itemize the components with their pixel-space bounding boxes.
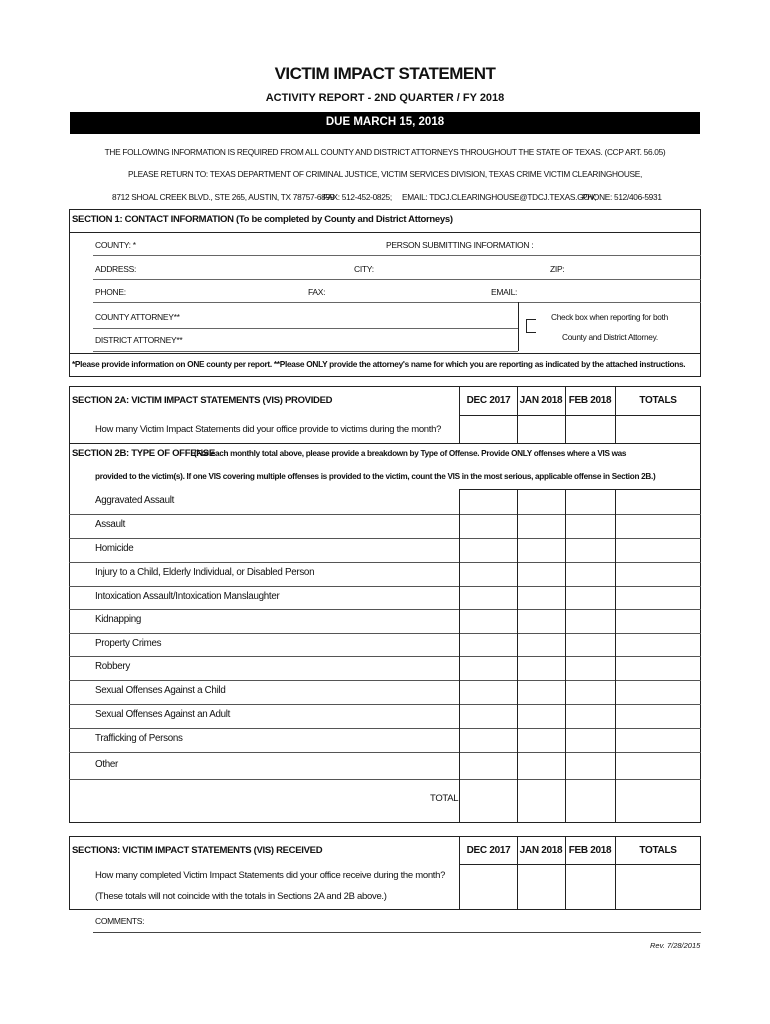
offense-row	[69, 680, 701, 704]
offense-label: Intoxication Assault/Intoxication Manslaughter	[95, 591, 280, 602]
offense-dec-cell[interactable]	[460, 538, 517, 562]
offense-jan-cell[interactable]	[518, 490, 565, 514]
offense-label: Other	[95, 759, 119, 770]
offense-row	[69, 538, 701, 562]
vis-provided-jan-cell[interactable]	[518, 416, 565, 443]
offense-jan-cell[interactable]	[518, 680, 565, 704]
offense-label: Robbery	[95, 661, 130, 672]
comments-field[interactable]	[93, 912, 701, 932]
county-field[interactable]	[93, 255, 701, 256]
vis-provided-dec-cell[interactable]	[460, 416, 517, 443]
offense-row	[69, 752, 701, 779]
offense-dec-cell[interactable]	[460, 586, 517, 609]
return-phone: PHONE: 512/406-5931	[582, 192, 662, 202]
offense-jan-cell[interactable]	[518, 704, 565, 728]
section2a-question: How many Victim Impact Statements did your office provide to victims during the month?	[95, 424, 442, 435]
offense-jan-cell[interactable]	[518, 609, 565, 633]
offense-dec-cell[interactable]	[460, 656, 517, 680]
return-fax: FAX: 512-452-0825;	[323, 192, 392, 202]
phone-label: PHONE:	[95, 287, 126, 297]
section2b-title: SECTION 2B: TYPE OF OFFENSE	[72, 448, 215, 459]
county-attorney-field[interactable]	[93, 328, 518, 329]
offense-totals-cell[interactable]	[616, 514, 701, 538]
col-dec-2017: DEC 2017	[466, 395, 511, 406]
address-field[interactable]	[93, 279, 701, 280]
offense-jan-cell[interactable]	[518, 633, 565, 656]
s3-col-feb-2018: FEB 2018	[568, 845, 612, 856]
offense-label: Kidnapping	[95, 614, 142, 625]
county-label: COUNTY: *	[95, 240, 136, 250]
offense-row	[69, 562, 701, 586]
return-email: EMAIL: TDCJ.CLEARINGHOUSE@TDCJ.TEXAS.GOV;	[402, 192, 597, 202]
offense-feb-cell[interactable]	[566, 490, 615, 514]
info-line-2: PLEASE RETURN TO: TEXAS DEPARTMENT OF CRIMINAL JUSTICE, VICTIM SERVICES DIVISION, TEXAS CRIME VICTIM CLEARINGHOUSE,	[128, 169, 642, 179]
offense-totals-cell[interactable]	[616, 538, 701, 562]
offense-jan-cell[interactable]	[518, 514, 565, 538]
offense-totals-cell[interactable]	[616, 752, 701, 779]
due-date-banner	[70, 112, 700, 134]
vis-received-dec-cell[interactable]	[460, 865, 517, 910]
offense-dec-cell[interactable]	[460, 704, 517, 728]
section2a-title: SECTION 2A: VICTIM IMPACT STATEMENTS (VIS) PROVIDED	[72, 395, 333, 406]
offense-label: Injury to a Child, Elderly Individual, or Disabled Person	[95, 567, 315, 578]
offense-dec-cell[interactable]	[460, 680, 517, 704]
due-date-text: DUE MARCH 15, 2018	[325, 116, 445, 128]
zip-label: ZIP:	[550, 264, 565, 274]
offense-feb-cell[interactable]	[566, 680, 615, 704]
offense-totals-cell[interactable]	[616, 490, 701, 514]
vis-received-feb-cell[interactable]	[566, 865, 615, 910]
city-label: CITY:	[354, 264, 374, 274]
section2b-instructions-1: (For each monthly total above, please provide a breakdown by Type of Offense. Provide ONLY offenses where a VIS was	[194, 449, 627, 458]
offense-dec-cell[interactable]	[460, 728, 517, 752]
page-subtitle: ACTIVITY REPORT - 2ND QUARTER / FY 2018	[265, 92, 505, 104]
offense-row	[69, 656, 701, 680]
col-feb-2018: FEB 2018	[568, 395, 612, 406]
district-attorney-label: DISTRICT ATTORNEY**	[95, 335, 183, 345]
vis-received-jan-cell[interactable]	[518, 865, 565, 910]
offense-label: Assault	[95, 519, 126, 530]
offense-dec-cell[interactable]	[460, 609, 517, 633]
offense-feb-cell[interactable]	[566, 514, 615, 538]
offense-totals-cell[interactable]	[616, 586, 701, 609]
return-address: 8712 SHOAL CREEK BLVD., STE 265, AUSTIN, TX 78757-6899	[112, 192, 335, 202]
s3-col-dec-2017: DEC 2017	[466, 845, 511, 856]
both-attorneys-checkbox[interactable]	[526, 319, 536, 333]
offense-feb-cell[interactable]	[566, 633, 615, 656]
offense-row	[69, 514, 701, 538]
section1-footnote: *Please provide information on ONE county per report. **Please ONLY provide the attorney's name for which you are reporting as indicated by the attached instructions.	[72, 359, 686, 369]
offense-feb-cell[interactable]	[566, 586, 615, 609]
offense-dec-cell[interactable]	[460, 514, 517, 538]
phone-field[interactable]	[93, 302, 701, 303]
offense-dec-cell[interactable]	[460, 490, 517, 514]
section3-title: SECTION3: VICTIM IMPACT STATEMENTS (VIS) RECEIVED	[72, 845, 323, 856]
offense-jan-cell[interactable]	[518, 656, 565, 680]
offense-row	[69, 633, 701, 656]
vis-received-totals-cell[interactable]	[616, 865, 701, 910]
offense-feb-cell[interactable]	[566, 609, 615, 633]
s3-col-totals: TOTALS	[639, 845, 677, 856]
offense-dec-cell[interactable]	[460, 633, 517, 656]
offense-feb-cell[interactable]	[566, 562, 615, 586]
offense-feb-cell[interactable]	[566, 704, 615, 728]
offense-totals-cell[interactable]	[616, 656, 701, 680]
checkbox-note-line1: Check box when reporting for both	[551, 312, 668, 322]
checkbox-note-line2: County and District Attorney.	[562, 332, 658, 342]
offense-totals-cell[interactable]	[616, 609, 701, 633]
offense-jan-cell[interactable]	[518, 562, 565, 586]
section3-question-1: How many completed Victim Impact Statements did your office receive during the month?	[95, 870, 446, 881]
section3-question-2: (These totals will not coincide with the totals in Sections 2A and 2B above.)	[95, 891, 387, 902]
fax-label: FAX:	[308, 287, 326, 297]
col-jan-2018: JAN 2018	[519, 395, 563, 406]
offense-feb-cell[interactable]	[566, 728, 615, 752]
person-submitting-label: PERSON SUBMITTING INFORMATION :	[386, 240, 534, 250]
offense-jan-cell[interactable]	[518, 728, 565, 752]
offense-row	[69, 490, 701, 514]
offense-label: Property Crimes	[95, 638, 162, 649]
county-attorney-label: COUNTY ATTORNEY**	[95, 312, 180, 322]
section2b-instructions-2: provided to the victim(s). If one VIS covering multiple offenses is provided to the victim, count the VIS in the most serious, applicable offense in Section 2B.)	[95, 472, 656, 481]
district-attorney-field[interactable]	[93, 351, 518, 352]
offense-dec-cell[interactable]	[460, 562, 517, 586]
offense-totals-cell[interactable]	[616, 562, 701, 586]
offense-label: Trafficking of Persons	[95, 733, 183, 744]
offense-totals-cell[interactable]	[616, 680, 701, 704]
offense-totals-cell[interactable]	[616, 633, 701, 656]
offense-label: Aggravated Assault	[95, 495, 175, 506]
offense-total-label: TOTAL	[430, 793, 459, 804]
section1-title: SECTION 1: CONTACT INFORMATION (To be completed by County and District Attorneys)	[72, 214, 453, 225]
offense-feb-cell[interactable]	[566, 656, 615, 680]
offense-row	[69, 609, 701, 633]
offense-jan-cell[interactable]	[518, 586, 565, 609]
address-label: ADDRESS:	[95, 264, 137, 274]
offense-feb-cell[interactable]	[566, 752, 615, 779]
info-line-1: THE FOLLOWING INFORMATION IS REQUIRED FROM ALL COUNTY AND DISTRICT ATTORNEYS THROUGHOUT THE STATE OF TEXAS. (CCP ART. 56.05)	[104, 147, 666, 157]
vis-provided-totals-cell[interactable]	[616, 416, 701, 443]
offense-jan-cell[interactable]	[518, 538, 565, 562]
offense-label: Sexual Offenses Against a Child	[95, 685, 226, 696]
offense-dec-cell[interactable]	[460, 752, 517, 779]
s3-col-jan-2018: JAN 2018	[519, 845, 563, 856]
email-label: EMAIL:	[491, 287, 518, 297]
comments-label: COMMENTS:	[95, 916, 145, 926]
offense-row	[69, 704, 701, 728]
offense-row	[69, 728, 701, 752]
offense-totals-cell[interactable]	[616, 728, 701, 752]
page-title: VICTIM IMPACT STATEMENT	[274, 64, 496, 83]
vis-provided-feb-cell[interactable]	[566, 416, 615, 443]
offense-feb-cell[interactable]	[566, 538, 615, 562]
revision-date: Rev. 7/28/2015	[650, 941, 701, 950]
col-totals: TOTALS	[639, 395, 677, 406]
offense-jan-cell[interactable]	[518, 752, 565, 779]
offense-label: Homicide	[95, 543, 134, 554]
offense-label: Sexual Offenses Against an Adult	[95, 709, 231, 720]
offense-totals-cell[interactable]	[616, 704, 701, 728]
offense-row	[69, 586, 701, 609]
